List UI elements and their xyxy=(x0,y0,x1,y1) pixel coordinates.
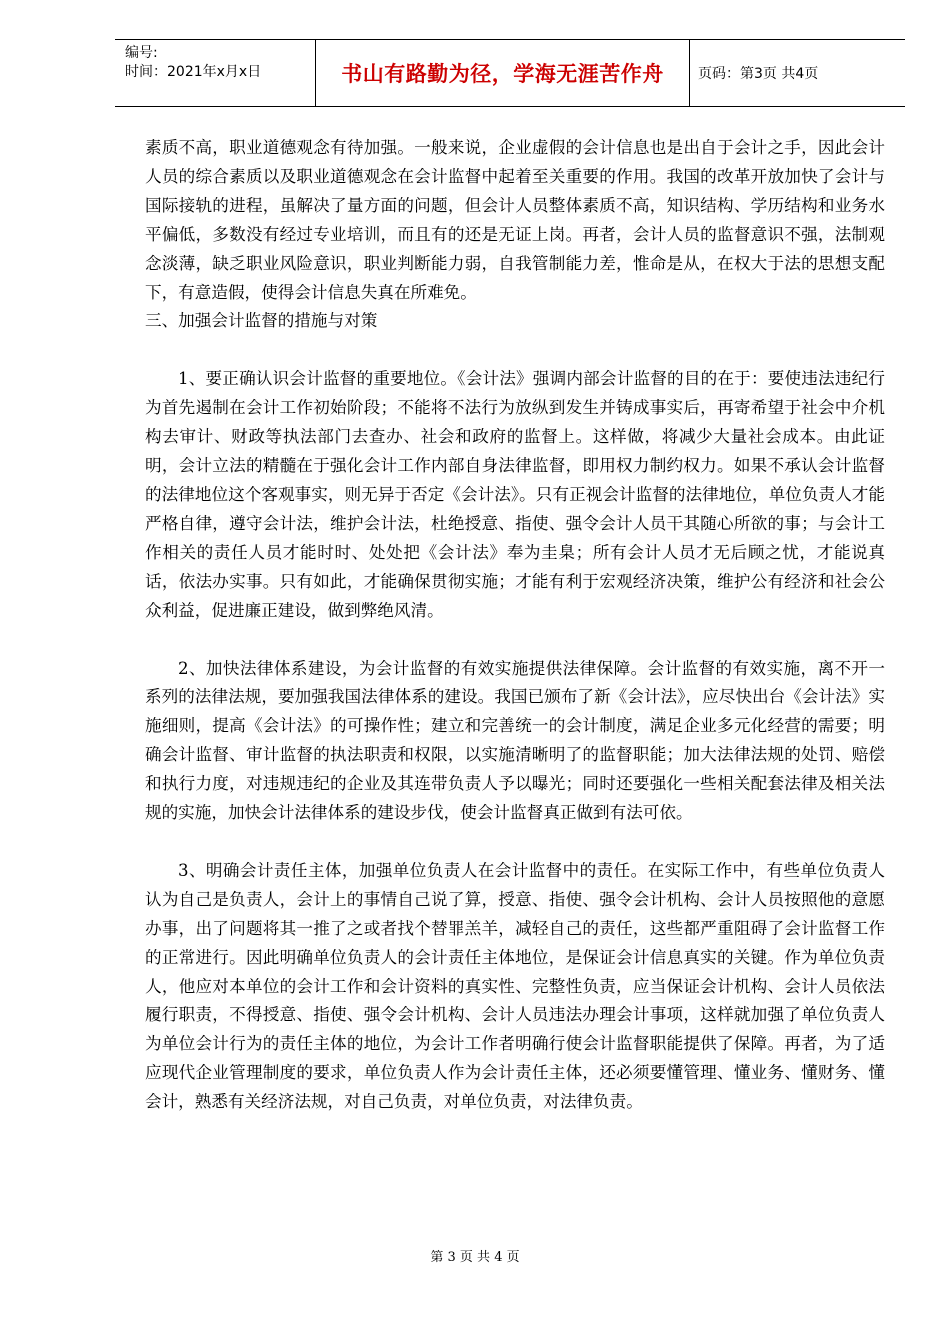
code-label: 编号: xyxy=(125,45,158,61)
paragraph-4: 3、明确会计责任主体，加强单位负责人在会计监督中的责任。在实际工作中，有些单位负责人认为自己是负责人，会计上的事情自己说了算，授意、指使、强令会计机构、会计人员按照他的意愿办事，出了问题将其一推了之或者找个替罪羔羊，减轻自己的责任，这些都严重阻碍了会计监督工作的正常进行。因此明确单位负责人的会计责任主体地位，是保证会计信息真实的关键。作为单位负责人，他应对本单位的会计工作和会计资料的真实性、完整性负责，应当保证会计机构、会计人员依法履行职责，不得授意、指使、强令会计机构、会计人员违法办理会计事项，这样就加强了单位负责人为单位会计行为的责任主体的地位，为会计工作者明确行使会计监督职能提供了保障。再者，为了适应现代企业管理制度的要求，单位负责人作为会计责任主体，还必须要懂管理、懂业务、懂财务、懂会计，熟悉有关经济法规，对自己负责，对单位负责，对法律负责。 xyxy=(145,860,885,1112)
paragraph-1: 素质不高，职业道德观念有待加强。一般来说，企业虚假的会计信息也是出自于会计之手，因此会计人员的综合素质以及职业道德观念在会计监督中起着至关重要的作用。我国的改革开放加快了会计与国际接轨的进程，虽解决了量方面的问题，但会计人员整体素质不高，知识结构、学历结构和业务水平偏低，多数没有经过专业培训，而且有的还是无证上岗。再者，会计人员的监督意识不强，法制观念淡薄，缺乏职业风险意识，职业判断能力弱，自我管制能力差，惟命是从，在权大于法的思想支配下，有意造假，使得会计信息失真在所难免。 xyxy=(145,138,885,302)
time-label: 时间：2021年x月x日 xyxy=(125,64,262,80)
header-page-info: 页码：第3页 共4页 xyxy=(698,66,819,82)
section-heading: 三、加强会计监督的措施与对策 xyxy=(145,311,378,331)
page-footer: 第 3 页 共 4 页 xyxy=(430,1250,520,1265)
paragraph-3: 2、加快法律体系建设，为会计监督的有效实施提供法律保障。会计监督的有效实施，离不开一系列的法律法规，要加强我国法律体系的建设。我国已颁布了新《会计法》，应尽快出台《会计法》实施细则，提高《会计法》的可操作性；建立和完善统一的会计制度，满足企业多元化经营的需要；明确会计监督、审计监督的执法职责和权限，以实施清晰明了的监督职能；加大法律法规的处罚、赔偿和执行力度，对违规违纪的企业及其连带负责人予以曝光；同时还要强化一些相关配套法律及相关法规的实施，加快会计法律体系的建设步伐，使会计监督真正做到有法可依。 xyxy=(145,658,885,823)
paragraph-2: 1、要正确认识会计监督的重要地位。《会计法》强调内部会计监督的目的在于：要使违法违纪行为首先遏制在会计工作初始阶段；不能将不法行为放纵到发生并铸成事实后，再寄希望于社会中介机构去审计、财政等执法部门去查办、社会和政府的监督上。这样做，将减少大量社会成本。由此证明，会计立法的精髓在于强化会计工作内部自身法律监督，即用权力制约权力。如果不承认会计监督的法律地位这个客观事实，则无异于否定《会计法》。只有正视会计监督的法律地位，单位负责人才能严格自律，遵守会计法，维护会计法，杜绝授意、指使、强令会计人员干其随心所欲的事；与会计工作相关的责任人员才能时时、处处把《会计法》奉为圭臬；所有会计人员才无后顾之忧，才能说真话，依法办实事。只有如此，才能确保贯彻实施；才能有利于宏观经济决策，维护公有经济和社会公众利益，促进廉正建设，做到弊绝风清。 xyxy=(145,369,885,620)
page-header xyxy=(115,39,905,107)
document-body xyxy=(145,134,885,1117)
header-meta xyxy=(115,40,315,106)
header-motto: 书山有路勤为径，学海无涯苦作舟 xyxy=(315,40,690,106)
